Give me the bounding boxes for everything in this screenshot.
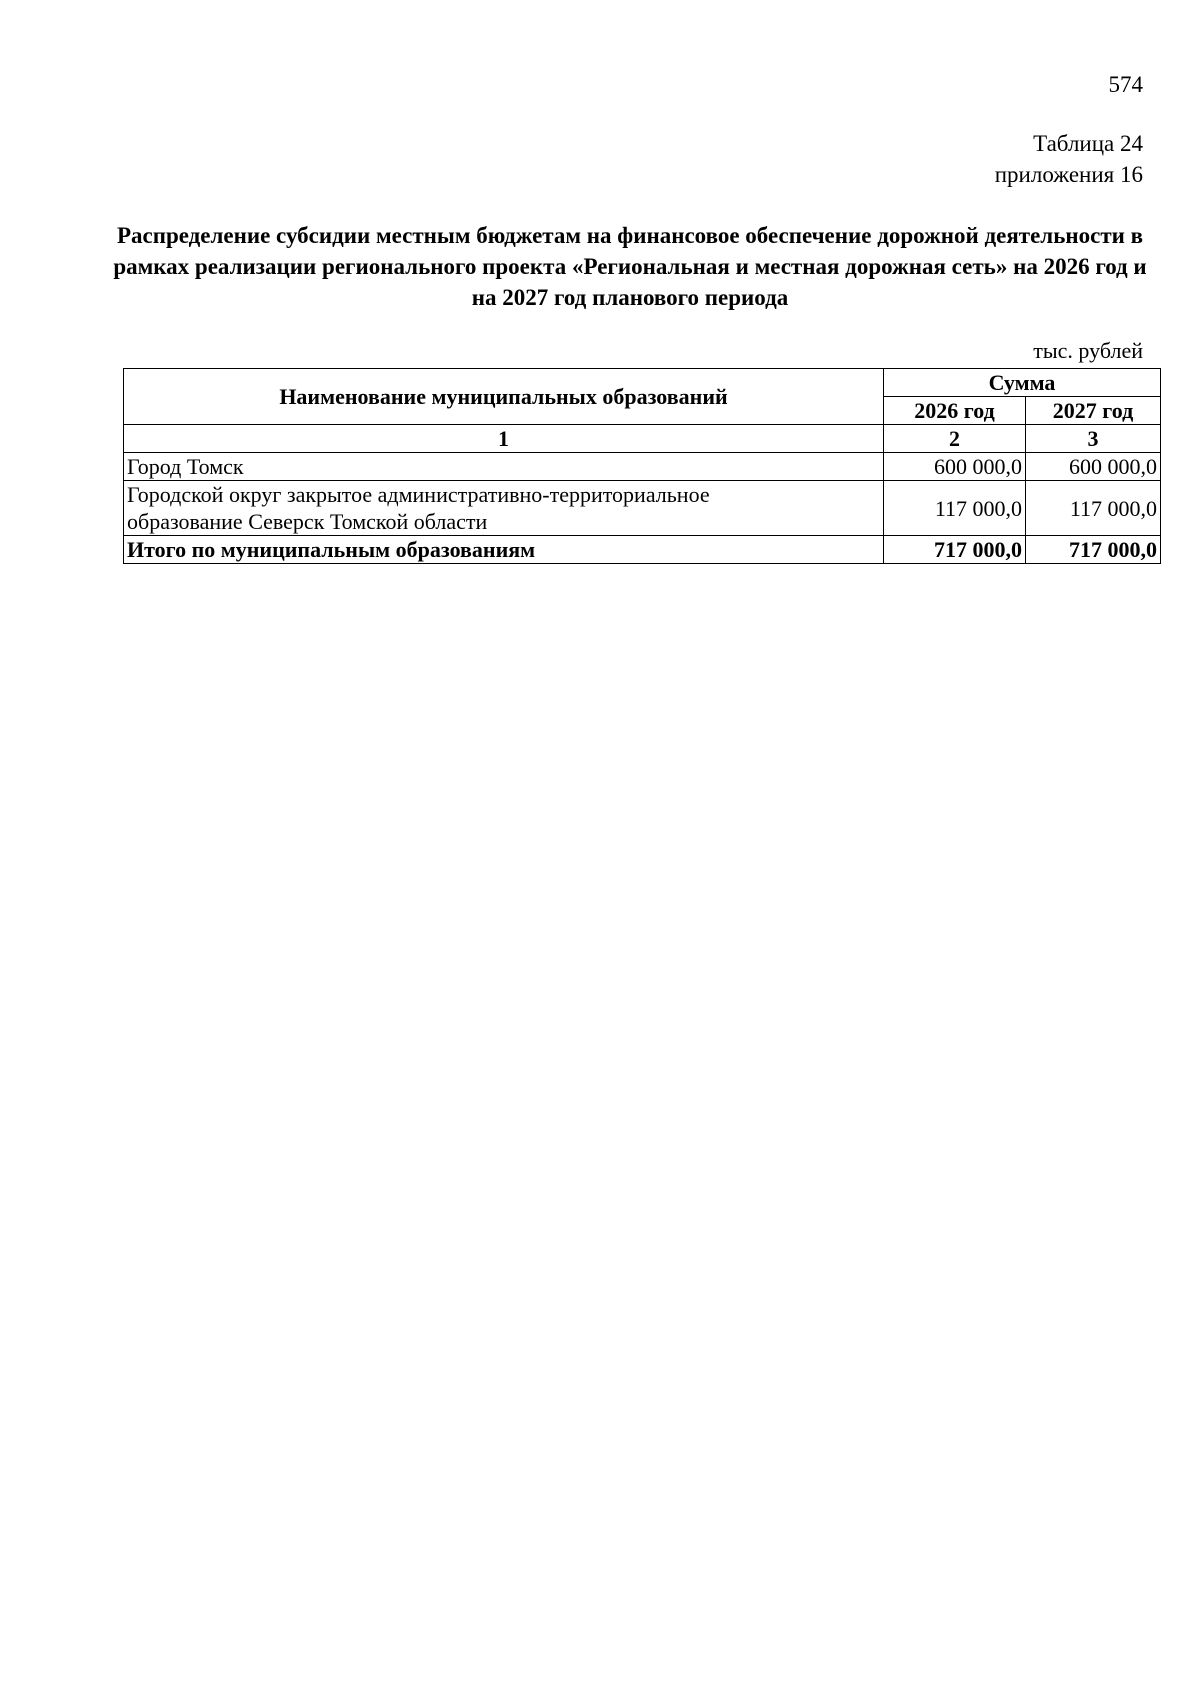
header-row [124,369,1161,397]
total-value-2026: 717 000,0 [884,536,1026,564]
document-title: Распределение субсидии местным бюджетам на финансовое обеспечение дорожной деятельности в рамках реализации регионального проекта «Региональная и местная дорожная сеть» на 2026 год и на 2027 год планового периода [113,223,1147,310]
total-name: Итого по муниципальным образованиям [124,536,884,564]
column-index-3: 3 [1026,425,1161,453]
subsidy-table [123,368,1161,564]
column-index-row [124,425,1161,453]
table-number: Таблица 24 [1033,131,1143,156]
header-year-2027: 2027 год [1026,397,1161,425]
column-index-2: 2 [884,425,1026,453]
total-value-2027: 717 000,0 [1026,536,1161,564]
row-value-2026: 117 000,0 [884,481,1026,536]
row-value-2027: 117 000,0 [1026,481,1161,536]
column-index-1: 1 [124,425,884,453]
appendix-number: приложения 16 [994,162,1143,187]
row-name-line2: образование Северск Томской области [127,509,488,534]
row-name [124,481,884,536]
row-value-2027: 600 000,0 [1026,453,1161,481]
row-name: Город Томск [124,453,884,481]
row-name-line1: Городской округ закрытое административно-территориальное [127,482,710,507]
table-reference [995,128,1143,190]
page-number: 574 [1108,72,1143,97]
header-sum: Сумма [884,369,1161,397]
table-row [124,453,1161,481]
total-row [124,536,1161,564]
units-label: тыс. рублей [1033,338,1143,363]
header-name: Наименование муниципальных образований [124,369,884,425]
row-value-2026: 600 000,0 [884,453,1026,481]
table-row [124,481,1161,536]
header-year-2026: 2026 год [884,397,1026,425]
